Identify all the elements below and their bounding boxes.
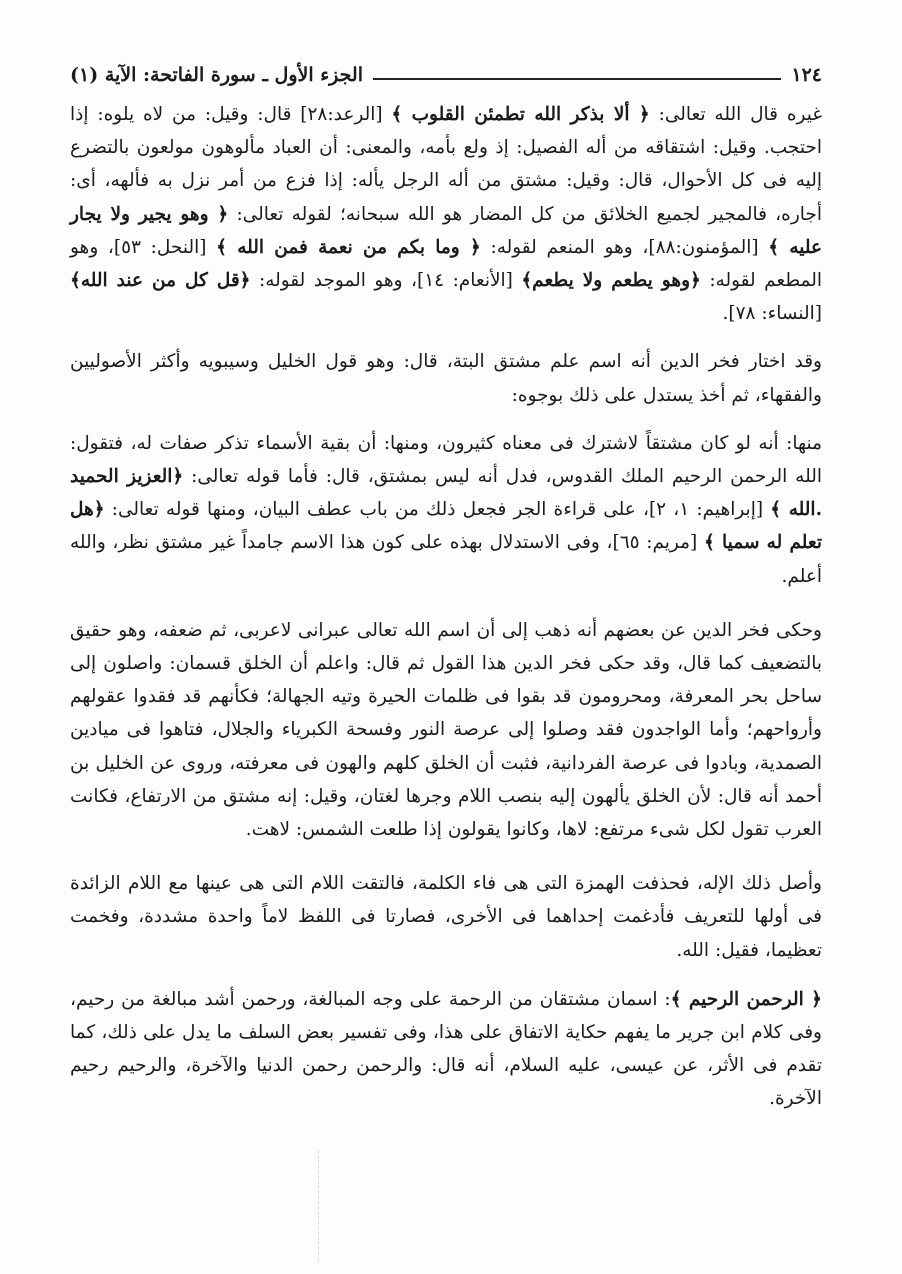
quran-verse: ﴿ الرحمن الرحيم ﴾ <box>670 988 823 1010</box>
text-span: وقد اختار فخر الدين أنه اسم علم مشتق البتة، قال: وهو قول الخليل وسيبويه وأكثر الأصوليين والفقهاء، ثم أخذ يستدل على ذلك بوجوه: <box>70 351 822 406</box>
text-span: [النساء: ٧٨]. <box>722 303 822 325</box>
paragraph-4 <box>70 614 822 846</box>
paragraph-3 <box>70 427 822 593</box>
quran-verse: ﴿وهو يطعم ولا يطعم﴾ <box>521 270 701 292</box>
text-span: منها: أنه لو كان مشتقاً لاشترك فى معناه كثيرون، ومنها: أن بقية الأسماء تذكر صفات له، فتقول: الله الرحمن الرحيم الملك القدوس، فدل أنه ليس بمشتق، قال: فأما قوله تعالى: <box>70 432 822 488</box>
text-span: [إبراهيم: ١، ٢]، على قراءة الجر فجعل ذلك من باب عطف البيان، ومنها قوله تعالى: <box>104 499 771 521</box>
quran-verse: ﴿العزيز الحميد .الله ﴾ <box>70 466 823 521</box>
text-span: [الرعد:٢٨] قال: وقيل: من لاه يلوه: إذا احتجب. وقيل: اشتقاقه من أله الفصيل: إذ ولع بأمه، والمعنى: أن العباد مألوهون مولعون بالتضرع إليه فى كل الأحوال، قال: وقيل: مشتق من أله الرجل يأله: إذا فزع من أمر نزل به فألهه، أى: أجاره، فالمجير لجميع الخلائق من كل المضار هو الله سبحانه؛ لقوله تعالى: <box>70 104 822 225</box>
text-span: وحكى فخر الدين عن بعضهم أنه ذهب إلى أن اسم الله تعالى عبرانى لاعربى، ثم ضعفه، وهو حقيق بالتضعيف كما قال، وقد حكى فخر الدين هذا القول ثم قال: واعلم أن الخلق قسمان: واصلون إلى ساحل بحر المعرفة، ومحرومون قد بقوا فى ظلمات الحيرة وتيه الجهالة؛ فكأنهم قد فقدوا عقولهم وأرواحهم؛ وأما الواجدون فقد وصلوا إلى عرصة النور وفسحة الكبرياء والجلال، فتاهوا فى ميادين الصمدية، وبادوا فى عرصة الفردانية، فثبت أن الخلق كلهم والهون فى معرفته، وروى عن الخليل بن أحمد أنه قال: لأن الخلق يألهون إليه بنصب اللام وجرها لغتان، وقيل: إنه مشتق من الارتفاع، فكانت العرب تقول لكل شىء مرتفع: لاها، وكانوا يقولون إذا طلعت الشمس: لاهت. <box>70 619 822 841</box>
quran-verse: ﴿هل تعلم له سميا ﴾ <box>70 499 822 554</box>
paragraph-2 <box>70 345 822 411</box>
text-span: [النحل: ٥٣]، وهو المطعم لقوله: <box>70 236 822 292</box>
scan-gutter-mark <box>318 1150 320 1260</box>
text-span: وأصل ذلك الإله، فحذفت الهمزة التى هى فاء الكلمة، فالتقت اللام التى هى عينها مع اللام الزائدة فى أولها للتعريف فأدغمت إحداهما فى الأخرى، فصارتا فى اللفظ لاماً واحدة مشددة، وفخمت تعظيما، فقيل: الله. <box>70 873 822 961</box>
quran-verse: ﴿ ألا بذكر الله تطمئن القلوب ﴾ <box>391 104 650 125</box>
paragraph-5 <box>70 867 822 967</box>
paragraph-1 <box>70 98 822 330</box>
header-rule <box>373 78 781 80</box>
text-span: [الأنعام: ١٤]، وهو الموجد لقوله: <box>250 270 522 292</box>
text-span: [المؤمنون:٨٨]، وهو المنعم لقوله: <box>480 236 769 258</box>
page-header <box>70 58 822 92</box>
quran-verse: ﴿ وهو يجير ولا يجار عليه ﴾ <box>70 203 822 258</box>
text-span: : اسمان مشتقان من الرحمة على وجه المبالغة، ورحمن أشد مبالغة من رحيم، وفى كلام ابن جرير ما يفهم حكاية الاتفاق على هذا، وفى تفسير بعض السلف ما يدل على ذلك، كما تقدم فى الأثر، عن عيسى، عليه السلام، أنه قال: والرحمن رحمن الدنيا والآخرة، والرحيم رحيم الآخرة. <box>70 988 822 1110</box>
book-page <box>70 58 822 1116</box>
quran-verse: ﴿قل كل من عند الله﴾ <box>70 270 251 292</box>
quran-verse: ﴿ وما بكم من نعمة فمن الله ﴾ <box>216 236 481 258</box>
text-span: [مريم: ٦٥]، وفى الاستدلال بهذه على كون هذا الاسم جامداً غير مشتق نظر، والله أعلم. <box>70 532 822 587</box>
paragraph-6 <box>70 983 822 1116</box>
running-title: الجزء الأول ـ سورة الفاتحة: الآية (١) <box>70 64 363 86</box>
page-number: ١٢٤ <box>791 64 822 86</box>
text-span: غيره قال الله تعالى: <box>649 104 822 125</box>
